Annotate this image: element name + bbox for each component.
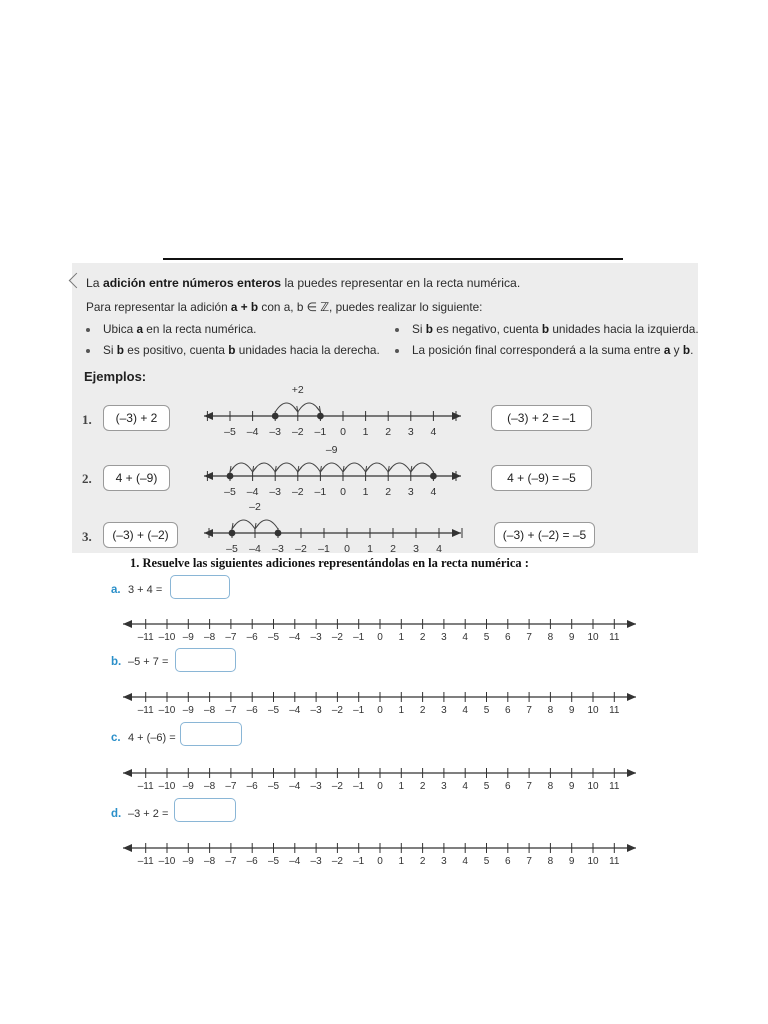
tick-label: 6 bbox=[505, 781, 511, 792]
tick-label: –11 bbox=[137, 856, 154, 867]
tick-label: 6 bbox=[505, 705, 511, 716]
tick-label: 1 bbox=[362, 426, 369, 438]
answer-box-d[interactable] bbox=[174, 798, 236, 822]
left-arrow-icon bbox=[123, 769, 132, 777]
bullet-bold: b bbox=[116, 343, 124, 357]
tick-label: –2 bbox=[331, 856, 343, 867]
intro-bold: adición entre números enteros bbox=[102, 276, 282, 290]
tick-label: 4 bbox=[436, 543, 442, 555]
tick-label: –6 bbox=[246, 705, 258, 716]
tick-label: –5 bbox=[226, 543, 238, 555]
left-arrow-icon bbox=[123, 844, 132, 852]
tick-label: –1 bbox=[353, 705, 365, 716]
tick-label: –2 bbox=[295, 543, 307, 555]
tick-label: 3 bbox=[441, 705, 447, 716]
bullet-dot bbox=[395, 328, 399, 332]
tick-label: –8 bbox=[204, 781, 216, 792]
tick-label: –7 bbox=[225, 705, 237, 716]
tick-label: –3 bbox=[310, 856, 322, 867]
bullet-bold: b bbox=[228, 343, 236, 357]
tick-label: 3 bbox=[441, 856, 447, 867]
bullet-bold: b bbox=[682, 343, 691, 357]
tick-label: –5 bbox=[224, 486, 236, 498]
bullet-bold: a bbox=[663, 343, 671, 357]
tick-label: 10 bbox=[587, 781, 599, 792]
bullet-text: Si bbox=[103, 343, 117, 357]
tick-label: –1 bbox=[314, 426, 327, 438]
tick-label: –10 bbox=[158, 856, 176, 867]
tick-label: 2 bbox=[419, 705, 426, 716]
bullet-4 bbox=[412, 343, 693, 357]
tick-label: 0 bbox=[340, 486, 346, 498]
tick-label: –4 bbox=[289, 632, 301, 643]
tick-label: –5 bbox=[267, 856, 280, 867]
tick-label: –5 bbox=[267, 632, 280, 643]
tick-label: 11 bbox=[609, 632, 620, 643]
tick-label: 10 bbox=[587, 856, 599, 867]
tick-label: 7 bbox=[526, 781, 532, 792]
tick-label: –5 bbox=[267, 781, 280, 792]
tick-label: –3 bbox=[272, 543, 284, 555]
bullet-bold: b bbox=[425, 322, 433, 336]
example-expression: (–3) + (–2) bbox=[103, 522, 178, 548]
bullet-dot bbox=[86, 349, 90, 353]
tick-label: –9 bbox=[182, 632, 194, 643]
bullet-text: es positivo, cuenta bbox=[124, 343, 229, 357]
tick-label: –3 bbox=[269, 426, 282, 438]
tick-label: –2 bbox=[331, 632, 343, 643]
tick-label: 10 bbox=[587, 705, 599, 716]
tick-label: –11 bbox=[137, 705, 154, 716]
bullet-bold: b bbox=[541, 322, 550, 336]
intro-line-2 bbox=[86, 300, 482, 314]
tick-label: 3 bbox=[441, 632, 447, 643]
tick-label: 11 bbox=[609, 705, 620, 716]
tick-label: –3 bbox=[310, 781, 322, 792]
tick-label: –4 bbox=[289, 781, 301, 792]
tick-label: 7 bbox=[526, 632, 532, 643]
tick-label: 2 bbox=[419, 632, 426, 643]
tick-label: –2 bbox=[291, 486, 304, 498]
tick-label: –10 bbox=[158, 705, 176, 716]
tick-label: 3 bbox=[407, 486, 414, 498]
top-rule bbox=[163, 258, 623, 260]
exercise-equation: 4 + (–6) = bbox=[128, 732, 176, 744]
bullet-text: es negativo, cuenta bbox=[433, 322, 542, 336]
tick-label: 1 bbox=[398, 632, 405, 643]
exercise-equation: –5 + 7 = bbox=[128, 656, 169, 668]
answer-box-a[interactable] bbox=[170, 575, 230, 599]
tick-label: 2 bbox=[419, 856, 426, 867]
tick-label: –6 bbox=[246, 781, 258, 792]
tick-label: –1 bbox=[318, 543, 330, 555]
example-result: (–3) + 2 = –1 bbox=[491, 405, 592, 431]
left-arrow-icon bbox=[123, 620, 132, 628]
exercise-letter: d. bbox=[111, 808, 122, 820]
tick-label: 0 bbox=[344, 543, 350, 555]
tick-label: –5 bbox=[267, 705, 280, 716]
tick-label: 4 bbox=[430, 486, 437, 498]
tick-label: 1 bbox=[398, 781, 405, 792]
tick-label: 2 bbox=[390, 543, 396, 555]
tick-label: –1 bbox=[314, 486, 327, 498]
intro-text: la puedes representar en la recta numérica. bbox=[281, 276, 521, 290]
bullet-1 bbox=[103, 322, 256, 336]
tick-label: –1 bbox=[353, 632, 365, 643]
intro-text: Para representar la adición bbox=[86, 300, 231, 314]
jump-label: +2 bbox=[291, 384, 304, 396]
tick-label: –7 bbox=[225, 856, 237, 867]
tick-label: 8 bbox=[547, 856, 554, 867]
tick-label: 6 bbox=[505, 856, 511, 867]
tick-label: 11 bbox=[609, 781, 620, 792]
bullet-text: y bbox=[670, 343, 683, 357]
notch-marker bbox=[69, 273, 85, 289]
tick-label: 0 bbox=[377, 632, 383, 643]
tick-label: –5 bbox=[224, 426, 236, 438]
example-result: 4 + (–9) = –5 bbox=[491, 465, 592, 491]
tick-label: –8 bbox=[204, 705, 216, 716]
tick-label: 0 bbox=[377, 856, 383, 867]
tick-label: 1 bbox=[362, 486, 369, 498]
intro-text: La bbox=[86, 276, 103, 290]
exercise-equation: –3 + 2 = bbox=[128, 808, 169, 820]
tick-label: –11 bbox=[137, 632, 154, 643]
bullet-text: Si bbox=[412, 322, 426, 336]
tick-label: 5 bbox=[483, 781, 490, 792]
example-expression: 4 + (–9) bbox=[103, 465, 170, 491]
tick-label: 0 bbox=[377, 705, 383, 716]
left-arrow-icon bbox=[123, 693, 132, 701]
bullet-text: unidades hacia la derecha. bbox=[235, 343, 380, 357]
bullet-text: . bbox=[690, 343, 694, 357]
examples-title: Ejemplos: bbox=[84, 369, 147, 384]
bullet-text: unidades hacia la izquierda. bbox=[549, 322, 699, 336]
example-result: (–3) + (–2) = –5 bbox=[494, 522, 595, 548]
tick-label: –9 bbox=[182, 781, 194, 792]
exercise-title: 1. Resuelve las siguientes adiciones representándolas en la recta numérica : bbox=[130, 556, 529, 570]
tick-label: 8 bbox=[547, 705, 554, 716]
tick-label: 1 bbox=[398, 856, 405, 867]
tick-label: –1 bbox=[353, 856, 365, 867]
bullet-2 bbox=[103, 343, 380, 357]
tick-label: –4 bbox=[246, 486, 259, 498]
exercise-equation: 3 + 4 = bbox=[128, 584, 163, 596]
intro-line-1 bbox=[86, 276, 520, 290]
tick-label: 2 bbox=[419, 781, 426, 792]
tick-label: 4 bbox=[462, 705, 468, 716]
right-arrow-icon bbox=[627, 620, 636, 628]
intro-bold: a + b bbox=[230, 300, 259, 314]
tick-label: 9 bbox=[568, 705, 575, 716]
exercise-letter: c. bbox=[111, 732, 121, 744]
tick-label: 10 bbox=[587, 632, 599, 643]
right-arrow-icon bbox=[627, 693, 636, 701]
example-number: 2. bbox=[82, 471, 92, 486]
tick-label: –2 bbox=[331, 705, 343, 716]
tick-label: –7 bbox=[225, 781, 237, 792]
tick-label: 9 bbox=[568, 781, 575, 792]
jump-label: –2 bbox=[249, 501, 261, 513]
tick-label: 5 bbox=[483, 705, 490, 716]
tick-label: –6 bbox=[246, 632, 258, 643]
tick-label: 7 bbox=[526, 705, 532, 716]
tick-label: –11 bbox=[137, 781, 154, 792]
example-number: 3. bbox=[82, 529, 92, 544]
tick-label: –2 bbox=[331, 781, 343, 792]
tick-label: –10 bbox=[158, 781, 176, 792]
example-expression: (–3) + 2 bbox=[103, 405, 170, 431]
right-arrow-icon bbox=[627, 844, 636, 852]
tick-label: 1 bbox=[367, 543, 373, 555]
bullet-text: La posición final corresponderá a la suma entre bbox=[412, 343, 664, 357]
info-box bbox=[72, 263, 698, 553]
bullet-bold: a bbox=[136, 322, 144, 336]
tick-label: 7 bbox=[526, 856, 532, 867]
bullet-text: Ubica bbox=[103, 322, 137, 336]
tick-label: 5 bbox=[483, 632, 490, 643]
exercise-letter: a. bbox=[111, 584, 121, 596]
tick-label: 8 bbox=[547, 632, 554, 643]
bullet-3 bbox=[412, 322, 699, 336]
tick-label: –10 bbox=[158, 632, 176, 643]
tick-label: 2 bbox=[385, 426, 392, 438]
tick-label: –9 bbox=[182, 856, 194, 867]
tick-label: 4 bbox=[462, 632, 468, 643]
tick-label: 8 bbox=[547, 781, 554, 792]
tick-label: 3 bbox=[441, 781, 447, 792]
tick-label: –4 bbox=[249, 543, 261, 555]
bullet-dot bbox=[86, 328, 90, 332]
tick-label: –3 bbox=[310, 632, 322, 643]
right-arrow-icon bbox=[627, 769, 636, 777]
example-number: 1. bbox=[82, 412, 92, 427]
exercise-letter: b. bbox=[111, 656, 122, 668]
bullet-text: en la recta numérica. bbox=[143, 322, 257, 336]
tick-label: –3 bbox=[269, 486, 282, 498]
tick-label: 4 bbox=[462, 856, 468, 867]
tick-label: –4 bbox=[289, 705, 301, 716]
tick-label: –1 bbox=[353, 781, 365, 792]
tick-label: –4 bbox=[289, 856, 301, 867]
jump-label: –9 bbox=[325, 444, 338, 456]
tick-label: 1 bbox=[398, 705, 405, 716]
tick-label: 11 bbox=[609, 856, 620, 867]
bullet-dot bbox=[395, 349, 399, 353]
tick-label: –3 bbox=[310, 705, 322, 716]
tick-label: 3 bbox=[407, 426, 414, 438]
tick-label: 2 bbox=[385, 486, 392, 498]
tick-label: 0 bbox=[377, 781, 383, 792]
tick-label: –8 bbox=[204, 632, 216, 643]
answer-box-c[interactable] bbox=[180, 722, 242, 746]
tick-label: 4 bbox=[462, 781, 468, 792]
tick-label: 5 bbox=[483, 856, 490, 867]
tick-label: –2 bbox=[291, 426, 304, 438]
answer-box-b[interactable] bbox=[175, 648, 236, 672]
tick-label: –4 bbox=[246, 426, 259, 438]
tick-label: –8 bbox=[204, 856, 216, 867]
tick-label: –6 bbox=[246, 856, 258, 867]
tick-label: –7 bbox=[225, 632, 237, 643]
tick-label: –9 bbox=[182, 705, 194, 716]
tick-label: 0 bbox=[340, 426, 346, 438]
tick-label: 9 bbox=[568, 856, 575, 867]
tick-label: 4 bbox=[430, 426, 437, 438]
intro-text: con a, b ∈ ℤ, puedes realizar lo siguiente: bbox=[258, 300, 483, 314]
tick-label: 9 bbox=[568, 632, 575, 643]
tick-label: 6 bbox=[505, 632, 511, 643]
tick-label: 3 bbox=[413, 543, 419, 555]
